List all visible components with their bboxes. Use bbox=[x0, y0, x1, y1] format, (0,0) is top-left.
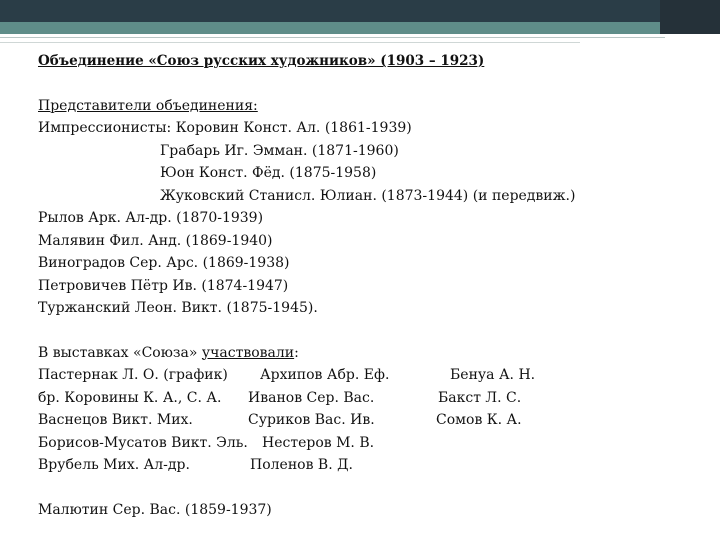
participant-name: Пастернак Л. О. (график) bbox=[38, 367, 228, 383]
participant-name: Бакст Л. С. bbox=[438, 389, 522, 406]
participants-intro-underlined: участвовали bbox=[201, 344, 295, 361]
footer-line: Малютин Сер. Вас. (1859-1937) bbox=[38, 501, 272, 518]
header-divider-line-secondary bbox=[0, 42, 580, 43]
participant-name: Васнецов Викт. Мих. bbox=[38, 412, 193, 428]
participants-row bbox=[38, 409, 708, 432]
participant-name: Нестеров М. В. bbox=[262, 434, 375, 451]
participants-intro-prefix: В выставках «Союза» bbox=[38, 344, 202, 361]
artist-line: Туржанский Леон. Викт. (1875-1945). bbox=[38, 300, 318, 316]
artist-line: Виноградов Сер. Арс. (1869-1938) bbox=[38, 255, 290, 271]
impressionist-item: Жуковский Станисл. Юлиан. (1873-1944) (и передвиж.) bbox=[160, 187, 576, 204]
participants-intro-suffix: : bbox=[294, 344, 299, 361]
participant-name: Борисов-Мусатов Викт. Эль. bbox=[38, 434, 248, 451]
participant-name: бр. Коровины К. А., С. А. bbox=[38, 389, 222, 406]
impressionist-item: Грабарь Иг. Эмман. (1871-1960) bbox=[160, 142, 399, 159]
slide-header-bar bbox=[0, 0, 720, 22]
participants-row bbox=[38, 432, 708, 455]
participant-name: Сомов К. А. bbox=[436, 412, 522, 428]
participant-name: Архипов Абр. Еф. bbox=[260, 367, 390, 383]
impressionist-item: Юон Конст. Фёд. (1875-1958) bbox=[160, 165, 377, 181]
impressionists-line bbox=[38, 117, 708, 140]
participants-intro bbox=[38, 342, 708, 365]
slide-header-accent bbox=[0, 22, 720, 34]
participant-name: Бенуа А. Н. bbox=[450, 367, 536, 383]
participant-name: Поленов В. Д. bbox=[250, 457, 353, 473]
slide-title: Объединение «Союз русских художников» (1903 – 1923) bbox=[38, 53, 485, 69]
artist-line: Петровичев Пётр Ив. (1874-1947) bbox=[38, 277, 289, 294]
header-divider-line bbox=[0, 37, 665, 38]
participants-row bbox=[38, 387, 708, 410]
participant-name: Иванов Сер. Вас. bbox=[248, 389, 375, 406]
impressionist-item: Коровин Конст. Ал. (1861-1939) bbox=[175, 120, 412, 136]
representatives-heading: Представители объединения: bbox=[38, 97, 258, 114]
impressionists-label: Импрессионисты: bbox=[38, 120, 176, 136]
artist-line: Рылов Арк. Ал-др. (1870-1939) bbox=[38, 210, 264, 226]
artist-line: Малявин Фил. Анд. (1869-1940) bbox=[38, 232, 273, 249]
participant-name: Врубель Мих. Ал-др. bbox=[38, 457, 190, 473]
slide-header-corner bbox=[660, 0, 720, 34]
slide-body bbox=[38, 50, 708, 521]
participants-row bbox=[38, 364, 708, 387]
participant-name: Суриков Вас. Ив. bbox=[248, 412, 375, 428]
participants-row bbox=[38, 454, 708, 477]
